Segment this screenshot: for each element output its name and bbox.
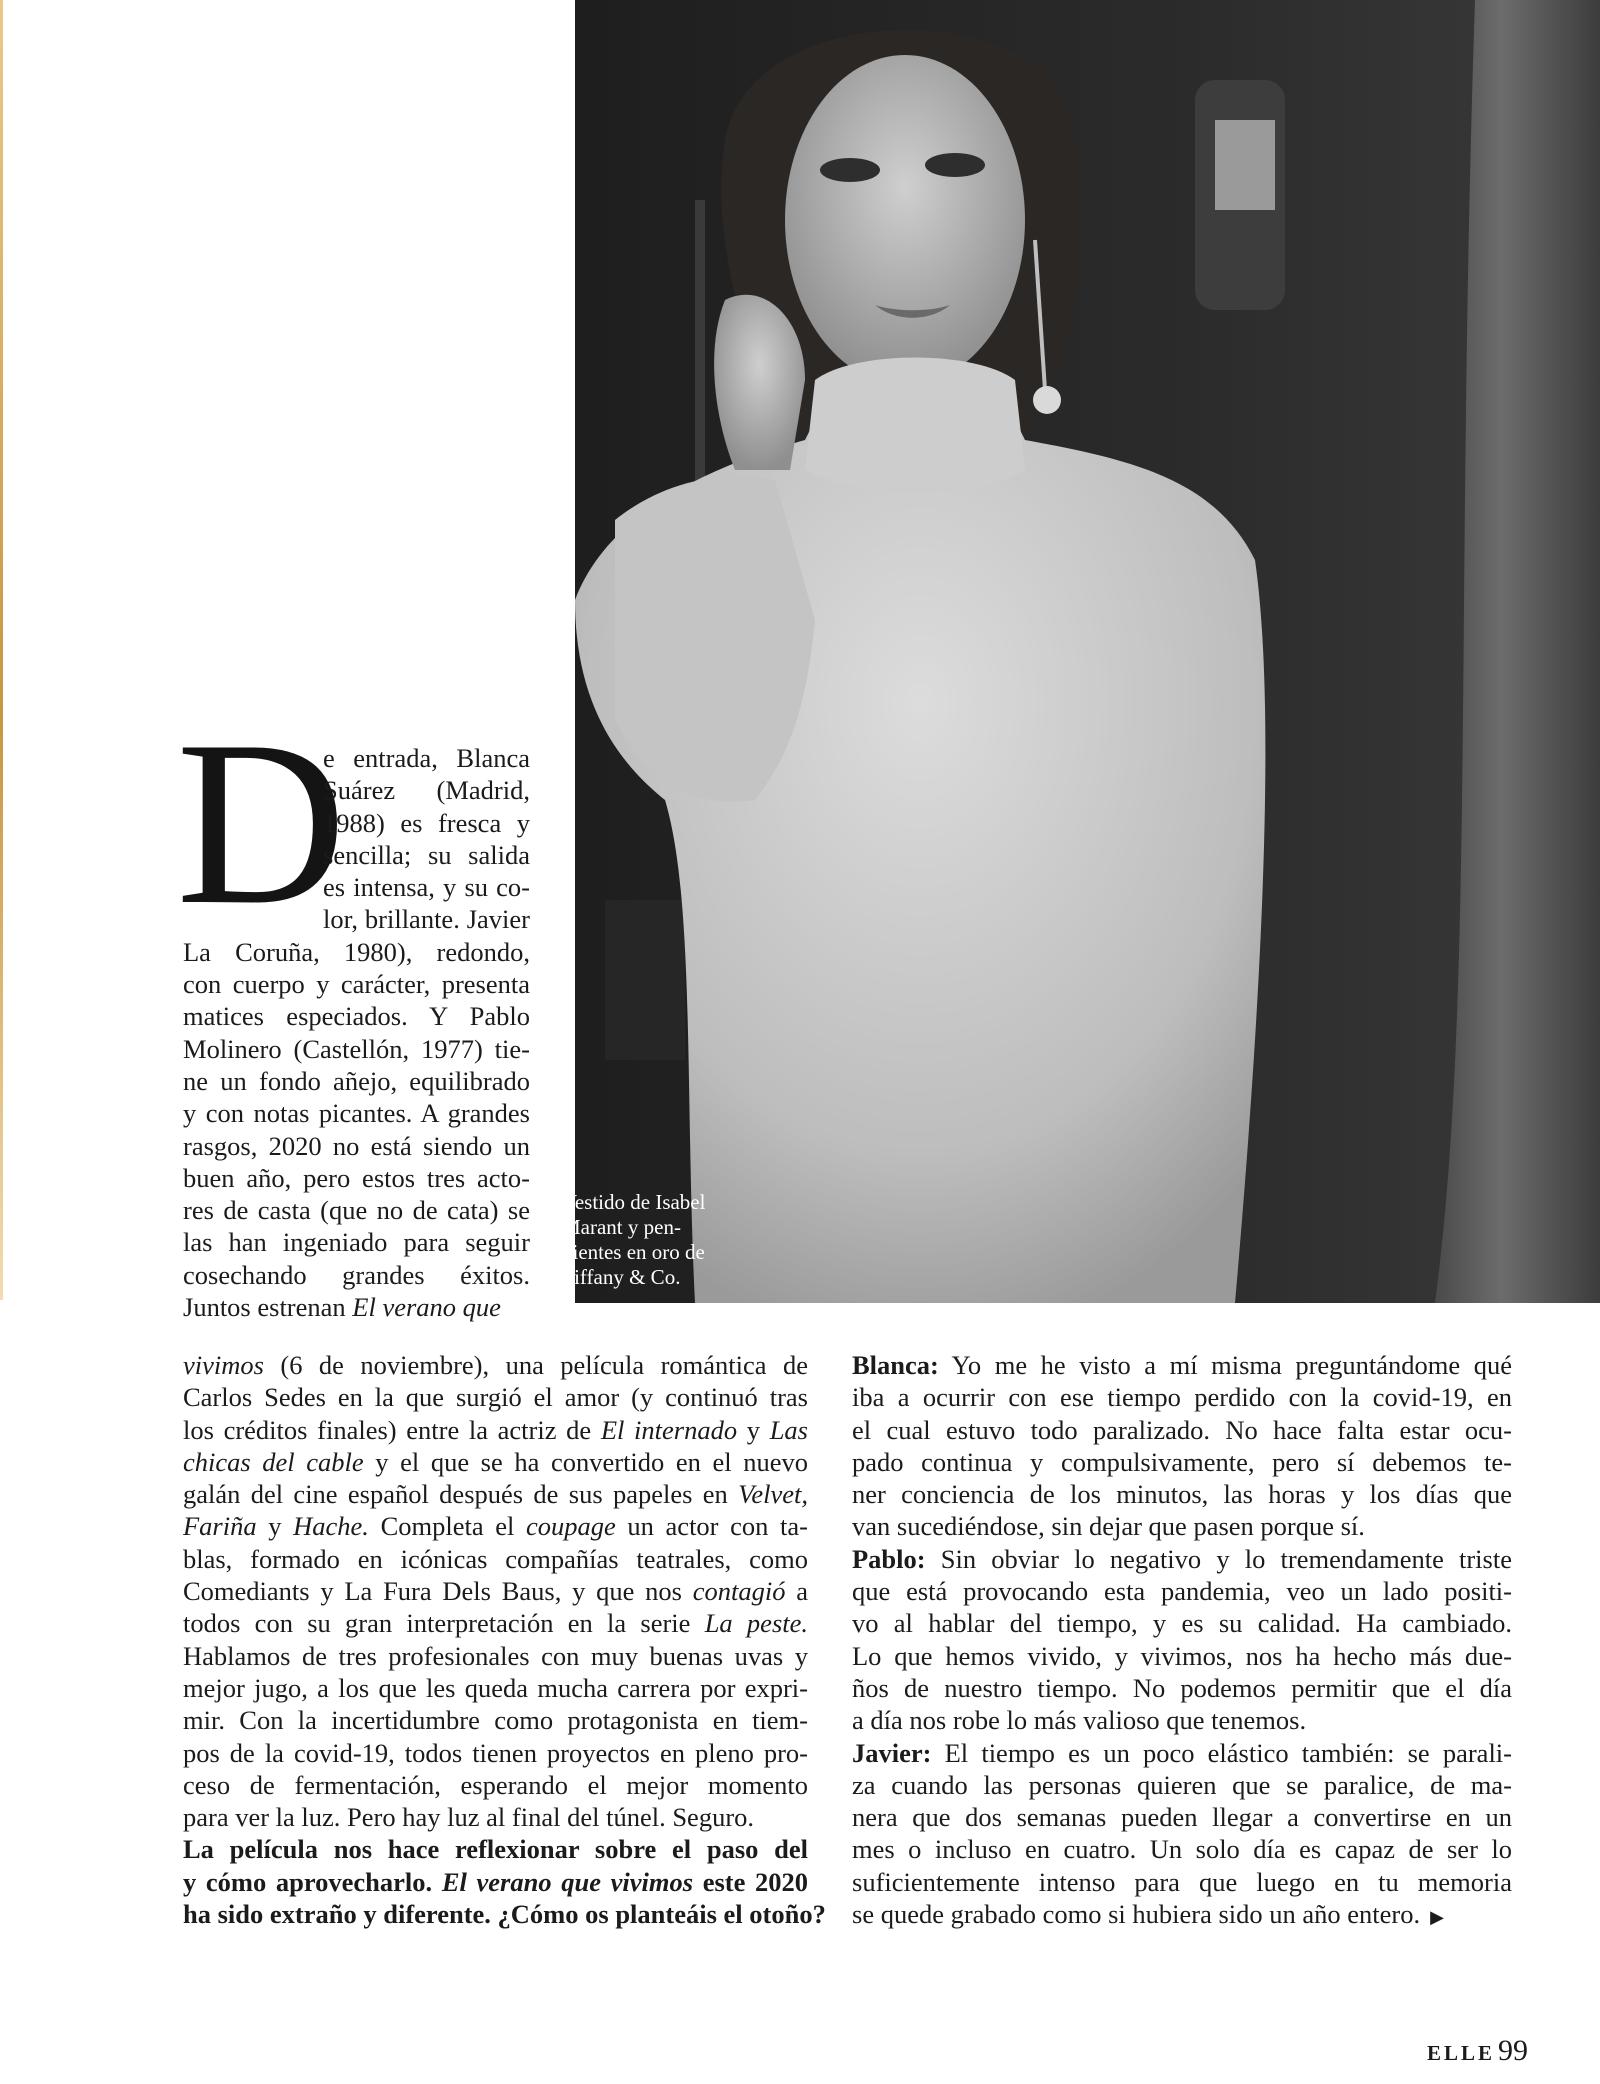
- question-line: La película nos hace reflexionar sobre el paso del: [183, 1834, 808, 1865]
- continue-arrow-icon: ▶: [1430, 1907, 1444, 1928]
- drop-cap: D: [176, 693, 347, 954]
- portrait-illustration: [575, 0, 1600, 1303]
- answer-line: mes o incluso en cuatro. Un solo día es capaz de ser lo: [852, 1834, 1512, 1865]
- intro-line: 1988) es fresca y: [323, 807, 530, 838]
- answer-line-speaker: Javier: El tiempo es un poco elástico también: se parali-: [852, 1737, 1512, 1768]
- answer-line: suficientemente intenso para que luego en tu memoria: [852, 1866, 1512, 1897]
- body-line: blas, formado en icónicas compañías teatrales, como: [183, 1543, 808, 1574]
- body-line: para ver la luz. Pero hay luz al final del túnel. Seguro.: [183, 1802, 755, 1833]
- body-line: Comediants y La Fura Dels Baus, y que nos contagió a: [183, 1576, 808, 1607]
- caption-line: Vestido de Isabel: [562, 1190, 706, 1214]
- intro-line: res de casta (que no de cata) se: [183, 1195, 530, 1226]
- answer-line: ños de nuestro tiempo. No podemos permitir que el día: [852, 1672, 1512, 1703]
- article-column-left: [183, 1349, 826, 1930]
- answer-line: za cuando las personas quieren que se paralice, de ma-: [852, 1769, 1512, 1800]
- body-line: pos de la covid-19, todos tienen proyectos en pleno pro-: [183, 1737, 808, 1768]
- page-edge-strip: [0, 0, 3, 1300]
- intro-line: Molinero (Castellón, 1977) tie-: [183, 1033, 530, 1064]
- question-line: y cómo aprovecharlo. El verano que vivimos este 2020: [183, 1866, 808, 1897]
- body-line: Hablamos de tres profesionales con muy buenas uvas y: [183, 1640, 808, 1671]
- caption-line: Marant y pen-: [562, 1215, 681, 1239]
- answer-line: ner conciencia de los minutos, las horas y los días que: [852, 1479, 1512, 1510]
- intro-line: e entrada, Blanca: [323, 743, 530, 773]
- answer-line: iba a ocurrir con ese tiempo perdido con la covid-19, en: [852, 1382, 1512, 1413]
- body-line: Fariña y Hache. Completa el coupage un actor con ta-: [183, 1511, 808, 1542]
- answer-line: el cual estuvo todo paralizado. No hace falta estar ocu-: [852, 1414, 1512, 1445]
- caption-line: Tiffany & Co.: [562, 1265, 681, 1289]
- intro-line: ne un fondo añejo, equilibrado: [183, 1065, 530, 1096]
- body-line: mir. Con la incertidumbre como protagonista en tiem-: [183, 1705, 808, 1736]
- portrait-photo: [575, 0, 1600, 1303]
- intro-paragraph: [183, 742, 530, 1323]
- body-line: chicas del cable y el que se ha convertido en el nuevo: [183, 1446, 808, 1477]
- intro-line: sencilla; su salida: [323, 839, 530, 870]
- intro-line: Suárez (Madrid,: [323, 775, 530, 806]
- answer-line: van sucediéndose, sin dejar que pasen porque sí.: [852, 1511, 1365, 1542]
- page-number: 99: [1498, 2034, 1529, 2067]
- body-line: ceso de fermentación, esperando el mejor momento: [183, 1769, 808, 1800]
- intro-line: lor, brillante. Javier: [323, 904, 530, 935]
- intro-line: buen año, pero estos tres acto-: [183, 1162, 530, 1193]
- intro-line: Juntos estrenan El verano que: [183, 1292, 501, 1323]
- intro-line: La Coruña, 1980), redondo,: [183, 936, 530, 967]
- body-line: galán del cine español después de sus papeles en Velvet,: [183, 1479, 808, 1510]
- magazine-brand: ELLE: [1427, 2041, 1496, 2065]
- intro-line: matices especiados. Y Pablo: [183, 1001, 530, 1032]
- answer-line: vo al hablar del tiempo, y es su calidad. Ha cambiado.: [852, 1608, 1512, 1639]
- article-column-right: [852, 1349, 1512, 1930]
- body-line: Carlos Sedes en la que surgió el amor (y continuó tras: [183, 1382, 808, 1413]
- answer-line-speaker: Blanca: Yo me he visto a mí misma preguntándome qué: [852, 1350, 1512, 1380]
- body-line: mejor jugo, a los que les queda mucha carrera por expri-: [183, 1672, 808, 1703]
- answer-line: se quede grabado como si hubiera sido un año entero. ▶: [852, 1898, 1512, 1930]
- answer-line-speaker: Pablo: Sin obviar lo negativo y lo tremendamente triste: [852, 1543, 1512, 1574]
- intro-line: rasgos, 2020 no está siendo un: [183, 1130, 530, 1161]
- intro-line: con cuerpo y carácter, presenta: [183, 969, 530, 1000]
- intro-line: las han ingeniado para seguir: [183, 1227, 530, 1258]
- page-folio: [1427, 2034, 1528, 2068]
- answer-line: que está provocando esta pandemia, veo un lado positi-: [852, 1576, 1512, 1607]
- intro-line: es intensa, y su co-: [323, 872, 530, 903]
- body-line: vivimos (6 de noviembre), una película romántica de: [183, 1350, 808, 1380]
- answer-line: a día nos robe lo más valioso que tenemos.: [852, 1705, 1307, 1736]
- answer-line: Lo que hemos vivido, y vivimos, nos ha hecho más due-: [852, 1640, 1512, 1671]
- body-line: los créditos finales) entre la actriz de El internado y Las: [183, 1414, 808, 1445]
- answer-line: nera que dos semanas pueden llegar a convertirse en un: [852, 1802, 1512, 1833]
- intro-line: cosechando grandes éxitos.: [183, 1259, 530, 1290]
- caption-line: dientes en oro de: [562, 1240, 705, 1264]
- intro-line: y con notas picantes. A grandes: [183, 1098, 530, 1129]
- answer-line: pado continua y compulsivamente, pero sí debemos te-: [852, 1446, 1512, 1477]
- photo-caption: [562, 1190, 772, 1290]
- body-line: todos con su gran interpretación en la serie La peste.: [183, 1608, 808, 1639]
- question-line: ha sido extraño y diferente. ¿Cómo os planteáis el otoño?: [183, 1899, 826, 1930]
